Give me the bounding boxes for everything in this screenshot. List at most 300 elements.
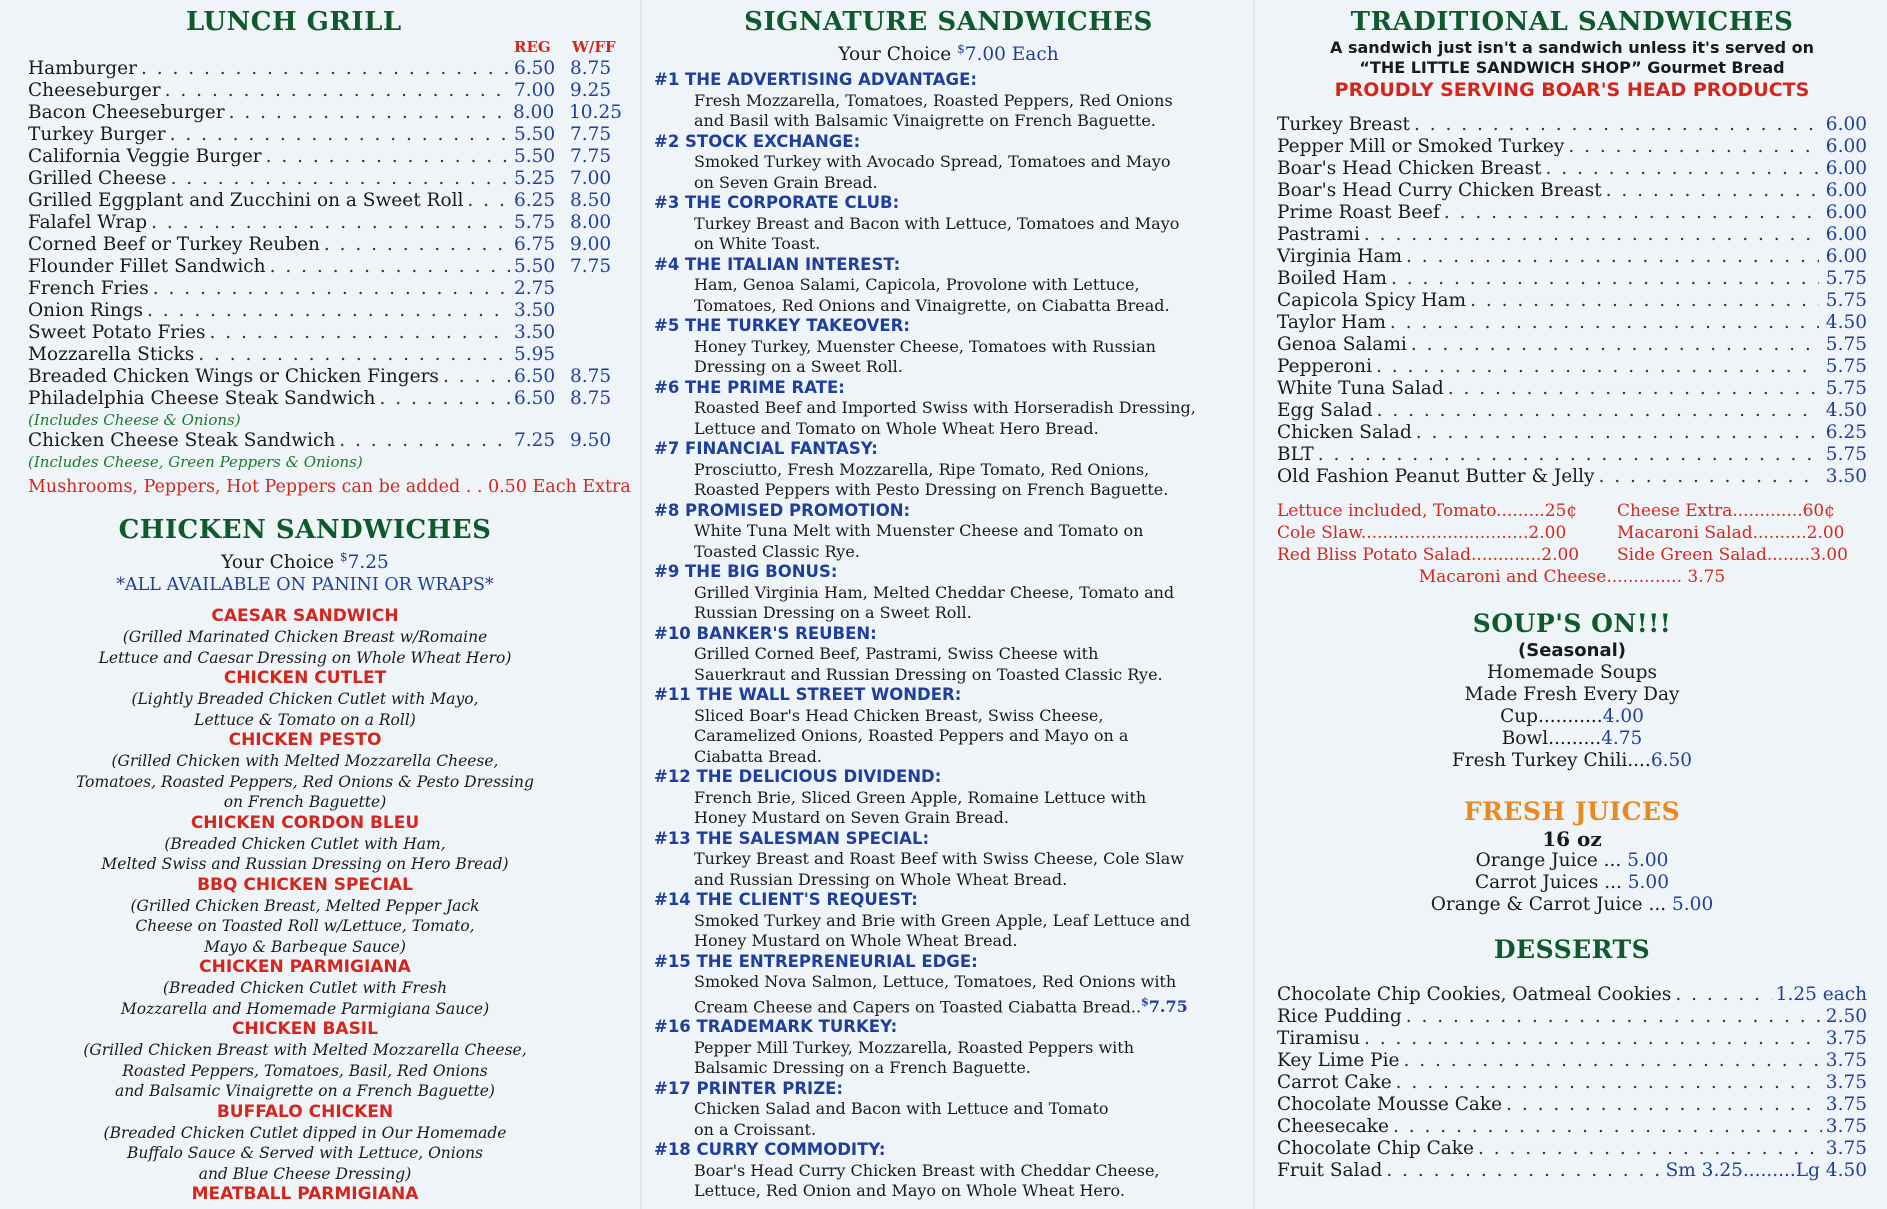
signature-sandwich-description-line	[654, 1161, 1243, 1182]
menu-item-row	[28, 344, 622, 366]
menu-item-row	[1277, 312, 1867, 334]
chicken-sandwich-description: and Blue Cheese Dressing)	[198, 1164, 412, 1183]
menu-item-row	[1277, 356, 1867, 378]
item-price: 5.75	[1825, 334, 1867, 355]
chicken-sandwich-name: MEATBALL PARMIGIANA	[191, 1184, 419, 1205]
leader-dots	[1416, 422, 1819, 444]
chili-price: 6.50	[1650, 750, 1693, 771]
chicken-sandwich-description: (Lightly Breaded Chicken Cutlet with Mayo,	[131, 690, 479, 709]
description-text: Dressing on a Sweet Roll.	[694, 357, 903, 377]
signature-sandwich-description-line	[654, 1181, 1243, 1202]
item-price: 5.75	[1825, 378, 1867, 399]
leader-dots	[379, 388, 510, 410]
juice-item	[1277, 894, 1867, 916]
menu-item-row	[28, 58, 622, 80]
description-text: White Tuna Melt with Muenster Cheese and Tomato on	[694, 521, 1144, 541]
traditional-sandwich-list	[1277, 114, 1867, 488]
lunch-grill-title: LUNCH GRILL	[186, 7, 402, 37]
description-text: Sliced Boar's Head Chicken Breast, Swiss Cheese,	[694, 705, 1104, 725]
signature-sandwich-name: #4 THE ITALIAN INTEREST:	[654, 254, 901, 274]
dessert-row	[1277, 1050, 1867, 1072]
item-name: Chocolate Chip Cookies, Oatmeal Cookies	[1277, 984, 1672, 1005]
item-price: 5.75	[1825, 290, 1867, 311]
signature-sandwich	[654, 316, 1243, 378]
chicken-sandwich-name: CHICKEN BASIL	[232, 1019, 378, 1040]
left-panel	[0, 0, 640, 1209]
signature-sandwich-name: #15 THE ENTREPRENEURIAL EDGE:	[654, 951, 978, 971]
item-name: BLT	[1277, 444, 1314, 465]
menu-item-row	[1277, 224, 1867, 246]
item-name: Pastrami	[1277, 224, 1360, 245]
signature-sandwich-description-line	[654, 603, 1243, 624]
signature-sandwich	[654, 501, 1243, 563]
wff-price: 7.75	[570, 124, 612, 145]
juice-item	[1277, 872, 1867, 894]
item-name: Capicola Spicy Ham	[1277, 290, 1467, 311]
chicken-sandwich-name: CHICKEN CORDON BLEU	[190, 812, 420, 833]
reg-price: 7.00	[514, 80, 556, 101]
signature-sandwich-description-line	[654, 1058, 1243, 1079]
signature-sandwich-description-line	[654, 214, 1243, 235]
description-text: Balsamic Dressing on a French Baguette.	[694, 1058, 1031, 1078]
wff-price: 9.50	[570, 430, 612, 451]
leader-dots	[229, 102, 509, 124]
menu-item-row	[28, 256, 622, 278]
signature-sandwich-description-line	[654, 726, 1243, 747]
signature-sandwich	[654, 193, 1243, 255]
item-name: Turkey Breast	[1277, 114, 1410, 135]
wff-price: 7.75	[570, 256, 612, 277]
item-name: Chicken Cheese Steak Sandwich	[28, 430, 336, 451]
wff-price: 8.75	[570, 366, 612, 387]
wff-price: 10.25	[569, 102, 622, 123]
item-name: Pepperoni	[1277, 356, 1373, 377]
menu-item-row	[28, 80, 622, 102]
item-name: Chocolate Chip Cake	[1277, 1138, 1474, 1159]
traditional-subtitle-line-2: “THE LITTLE SANDWICH SHOP” Gourmet Bread	[1359, 58, 1785, 77]
turkey-chili	[1277, 750, 1867, 772]
dessert-row	[1277, 1006, 1867, 1028]
menu-item-row	[1277, 202, 1867, 224]
side-item: Macaroni Salad..........2.00	[1617, 523, 1845, 543]
signature-sandwich-description-line	[654, 849, 1243, 870]
reg-price: 5.25	[514, 168, 556, 189]
soup-line-homemade: Homemade Soups	[1486, 662, 1658, 683]
signature-sandwich-name: #7 FINANCIAL FANTASY:	[654, 439, 878, 459]
item-price: 3.75	[1825, 1094, 1867, 1115]
signature-sandwich-name: #11 THE WALL STREET WONDER:	[654, 685, 962, 705]
menu-item-row	[1277, 444, 1867, 466]
chicken-sandwich-description: Roasted Peppers, Tomatoes, Basil, Red Onions	[122, 1061, 488, 1080]
chicken-sandwich-description: Mozzarella and Homemade Parmigiana Sauce)	[120, 999, 490, 1018]
chicken-sandwich-description: (Breaded Chicken Cutlet dipped in Our Homemade	[103, 1123, 507, 1142]
sides-section	[1277, 500, 1867, 588]
chicken-sandwich-description: (Grilled Marinated Chicken Breast w/Romaine	[122, 628, 488, 647]
leader-dots	[324, 234, 510, 256]
soup-cup	[1277, 706, 1867, 728]
item-price: 6.00	[1825, 158, 1867, 179]
item-name: Boar's Head Curry Chicken Breast	[1277, 180, 1602, 201]
item-name: Genoa Salami	[1277, 334, 1407, 355]
menu-item-row	[28, 234, 622, 256]
menu-item-row	[28, 212, 622, 234]
signature-sandwich-description-line	[654, 1120, 1243, 1141]
item-name: Egg Salad	[1277, 400, 1373, 421]
signature-sandwich	[654, 1140, 1243, 1202]
chicken-sandwich-description: Tomatoes, Roasted Peppers, Red Onions & Pesto Dressing	[76, 772, 534, 791]
signature-sandwich-description-line	[654, 993, 1243, 1018]
item-name: Sweet Potato Fries	[28, 322, 206, 343]
signature-sandwich-description-line	[654, 419, 1243, 440]
item-price: 1.25 each	[1775, 984, 1867, 1005]
description-text: Roasted Peppers with Pesto Dressing on French Baguette.	[694, 480, 1169, 500]
item-name: Boiled Ham	[1277, 268, 1387, 289]
signature-sandwich-name: #9 THE BIG BONUS:	[654, 562, 838, 582]
item-price: 5.75	[1825, 356, 1867, 377]
description-text: Honey Turkey, Muenster Cheese, Tomatoes with Russian	[694, 336, 1156, 356]
description-text: Boar's Head Curry Chicken Breast with Cheddar Cheese,	[694, 1160, 1160, 1180]
menu-item-row	[1277, 466, 1867, 488]
leader-dots	[1391, 268, 1819, 290]
description-text: Toasted Classic Rye.	[694, 541, 860, 561]
item-name: French Fries	[28, 278, 149, 299]
price-value: 7.75	[1148, 996, 1188, 1016]
item-name: Breaded Chicken Wings or Chicken Fingers	[28, 366, 439, 387]
menu-item-row	[28, 190, 622, 212]
signature-sandwich	[654, 70, 1243, 132]
item-price: 3.75	[1825, 1050, 1867, 1071]
description-text: on a Croissant.	[694, 1119, 817, 1139]
item-name: Flounder Fillet Sandwich	[28, 256, 266, 277]
description-text: Ham, Genoa Salami, Capicola, Provolone with Lettuce,	[694, 275, 1140, 295]
signature-sandwich-name: #5 THE TURKEY TAKEOVER:	[654, 316, 910, 336]
item-price: 6.00	[1825, 202, 1867, 223]
signature-sandwich	[654, 767, 1243, 829]
dessert-row	[1277, 1094, 1867, 1116]
wff-price: 8.75	[570, 388, 612, 409]
signature-sandwich-description-line	[654, 706, 1243, 727]
signature-sandwich	[654, 439, 1243, 501]
chicken-choice-line	[28, 546, 622, 574]
chicken-sandwich-description: (Breaded Chicken Cutlet with Fresh	[162, 979, 448, 998]
signature-sandwich-description-line	[654, 111, 1243, 132]
chicken-sandwich-name: CHICKEN PESTO	[228, 730, 382, 751]
leader-dots	[153, 278, 510, 300]
menu-item-row	[1277, 400, 1867, 422]
menu-item-row	[28, 102, 622, 124]
soup-bowl	[1277, 728, 1867, 750]
item-name: Hamburger	[28, 58, 137, 79]
menu-item-row	[1277, 290, 1867, 312]
soup-seasonal: (Seasonal)	[1518, 640, 1626, 661]
menu-item-row	[1277, 180, 1867, 202]
signature-sandwich-description-line	[654, 152, 1243, 173]
item-name: Grilled Eggplant and Zucchini on a Sweet Roll	[28, 190, 464, 211]
item-name: Cheesecake	[1277, 1116, 1389, 1137]
chicken-sandwich-name: CAESAR SANDWICH	[211, 606, 399, 627]
leader-dots	[1364, 1028, 1822, 1050]
description-text: on White Toast.	[694, 234, 821, 254]
reg-price: 6.50	[514, 366, 556, 387]
chicken-sandwiches-title: CHICKEN SANDWICHES	[118, 515, 492, 545]
description-text: Sauerkraut and Russian Dressing on Toasted Classic Rye.	[694, 664, 1163, 684]
wff-price: 9.00	[570, 234, 612, 255]
menu-item-row	[1277, 268, 1867, 290]
traditional-subtitle-line-1: A sandwich just isn't a sandwich unless it's served on	[1329, 38, 1814, 57]
signature-sandwich	[654, 685, 1243, 767]
leader-dots	[1376, 356, 1819, 378]
signature-sandwich-name: #16 TRADEMARK TURKEY:	[654, 1017, 898, 1037]
item-price: 6.00	[1825, 224, 1867, 245]
chicken-steak-note: (Includes Cheese, Green Peppers & Onions)	[28, 453, 363, 471]
chicken-sandwich-name: CHICKEN PARMIGIANA	[199, 957, 411, 978]
signature-sandwich-description-line	[654, 173, 1243, 194]
currency-symbol: $	[339, 550, 348, 564]
signature-sandwich	[654, 1079, 1243, 1141]
signature-sandwich	[654, 562, 1243, 624]
description-text: Cream Cheese and Capers on Toasted Ciabatta Bread..	[694, 996, 1142, 1016]
traditional-sandwiches-title: TRADITIONAL SANDWICHES	[1350, 7, 1794, 37]
leader-dots	[1386, 1160, 1661, 1182]
leader-dots	[1444, 202, 1819, 224]
leader-dots	[147, 300, 510, 322]
signature-sandwich-description-line	[654, 665, 1243, 686]
item-price: 4.50	[1825, 400, 1867, 421]
reg-price: 5.50	[514, 146, 556, 167]
description-text: Lettuce, Red Onion and Mayo on Whole Wheat Hero.	[694, 1181, 1125, 1201]
signature-sandwich	[654, 132, 1243, 194]
dessert-row	[1277, 984, 1867, 1006]
item-price: 6.00	[1825, 136, 1867, 157]
description-text: Honey Mustard on Whole Wheat Bread.	[694, 931, 1018, 951]
lunch-grill-list	[28, 58, 622, 410]
signature-sandwich	[654, 890, 1243, 952]
item-name: Philadelphia Cheese Steak Sandwich	[28, 388, 376, 409]
wff-price: 9.25	[570, 80, 612, 101]
signature-sandwich-description-line	[654, 1038, 1243, 1059]
reg-price: 7.25	[514, 430, 556, 451]
juice-price: 5.00	[1627, 872, 1669, 893]
item-name: Chicken Salad	[1277, 422, 1412, 443]
signature-sandwich-price	[1141, 997, 1188, 1016]
signature-sandwich-name: #8 PROMISED PROMOTION:	[654, 500, 911, 520]
wff-price: 8.75	[570, 58, 612, 79]
leader-dots	[270, 256, 510, 278]
reg-price: 5.95	[514, 344, 556, 365]
description-text: Grilled Corned Beef, Pastrami, Swiss Cheese with	[694, 644, 1099, 664]
item-price: 6.00	[1825, 246, 1867, 267]
dessert-row	[1277, 1028, 1867, 1050]
soup-line-fresh: Made Fresh Every Day	[1464, 684, 1680, 705]
leader-dots	[1364, 224, 1819, 246]
extra-toppings-note: Mushrooms, Peppers, Hot Peppers can be added . . 0.50 Each Extra	[28, 477, 631, 497]
leader-dots	[170, 168, 510, 190]
cup-price: 4.00	[1602, 706, 1644, 727]
wff-price: 8.00	[570, 212, 612, 233]
item-name: Onion Rings	[28, 300, 144, 321]
lunch-grill-column-headers	[28, 38, 622, 58]
reg-price: 5.75	[514, 212, 556, 233]
item-name: Rice Pudding	[1277, 1006, 1402, 1027]
signature-sandwich-list	[654, 70, 1243, 1202]
item-name: Falafel Wrap	[28, 212, 148, 233]
leader-dots	[1396, 1072, 1822, 1094]
leader-dots	[1318, 444, 1819, 466]
signature-sandwich-description-line	[654, 972, 1243, 993]
chili-label: Fresh Turkey Chili....	[1451, 750, 1651, 771]
description-text: Chicken Salad and Bacon with Lettuce and Tomato	[694, 1099, 1109, 1119]
item-name: California Veggie Burger	[28, 146, 262, 167]
signature-sandwich-name: #3 THE CORPORATE CLUB:	[654, 193, 900, 213]
dessert-row	[1277, 1160, 1867, 1182]
item-name: Pepper Mill or Smoked Turkey	[1277, 136, 1565, 157]
leader-dots	[1606, 180, 1819, 202]
signature-sandwich-description-line	[654, 275, 1243, 296]
signature-sandwich-name: #1 THE ADVERTISING ADVANTAGE:	[654, 70, 977, 90]
signature-sandwich-name: #6 THE PRIME RATE:	[654, 377, 845, 397]
signature-sandwich	[654, 1017, 1243, 1079]
fresh-juices-title: FRESH JUICES	[1463, 797, 1681, 826]
currency-symbol: $	[957, 42, 965, 56]
item-price: 2.50	[1825, 1006, 1867, 1027]
juice-item	[1277, 850, 1867, 872]
reg-price: 3.50	[514, 300, 556, 321]
chicken-sandwich-description: on French Baguette)	[223, 793, 387, 812]
juice-label: Carrot Juices ...	[1475, 872, 1628, 893]
juice-price: 5.00	[1672, 894, 1714, 915]
menu-item-row	[28, 300, 622, 322]
side-item: Cheese Extra.............60¢	[1617, 501, 1836, 521]
dessert-list	[1277, 984, 1867, 1182]
item-name: Tiramisu	[1277, 1028, 1360, 1049]
dessert-row	[1277, 1072, 1867, 1094]
signature-sandwich-description-line	[654, 931, 1243, 952]
signature-sandwich-description-line	[654, 911, 1243, 932]
bowl-price: 4.75	[1601, 728, 1643, 749]
item-name: Virginia Ham	[1277, 246, 1403, 267]
leader-dots	[1414, 114, 1819, 136]
chicken-sandwich-name: CHICKEN CUTLET	[223, 668, 387, 689]
sides-grid	[1277, 500, 1867, 566]
reg-price: 6.25	[514, 190, 556, 211]
item-name: Bacon Cheeseburger	[28, 102, 225, 123]
leader-dots	[1390, 312, 1819, 334]
cup-label: Cup...........	[1500, 706, 1603, 727]
description-text: Honey Mustard on Seven Grain Bread.	[694, 808, 1009, 828]
chicken-sandwich-description: Lettuce and Caesar Dressing on Whole Wheat Hero)	[98, 648, 512, 667]
leader-dots	[141, 58, 510, 80]
chicken-sandwich-description: (Breaded Chicken Cutlet with Ham,	[164, 834, 446, 853]
chicken-sandwich-description: (Grilled Chicken Breast, Melted Pepper Jack	[130, 896, 480, 915]
leader-dots	[198, 344, 510, 366]
menu-item-row	[28, 388, 622, 410]
right-panel	[1255, 0, 1887, 1209]
wff-price: 7.00	[570, 168, 612, 189]
chicken-sandwich-description: Cheese on Toasted Roll w/Lettuce, Tomato,	[135, 917, 475, 936]
leader-dots	[1393, 1116, 1822, 1138]
item-price: 3.75	[1825, 1138, 1867, 1159]
item-name: Corned Beef or Turkey Reuben	[28, 234, 320, 255]
description-text: Prosciutto, Fresh Mozzarella, Ripe Tomato, Red Onions,	[694, 459, 1150, 479]
signature-sandwiches-title: SIGNATURE SANDWICHES	[744, 7, 1153, 37]
wff-price: 7.75	[570, 146, 612, 167]
item-name: White Tuna Salad	[1277, 378, 1444, 399]
signature-sandwich-description-line	[654, 234, 1243, 255]
signature-sandwich-name: #18 CURRY COMMODITY:	[654, 1140, 886, 1160]
currency-symbol: $	[1141, 995, 1149, 1009]
description-text: Smoked Nova Salmon, Lettuce, Tomatoes, Red Onions with	[694, 972, 1177, 992]
chicken-sandwich-list	[28, 606, 622, 1205]
leader-dots	[339, 430, 510, 452]
side-item: Cole Slaw...............................2.00	[1277, 523, 1567, 543]
signature-sandwich-description-line	[654, 480, 1243, 501]
menu-item-row	[1277, 378, 1867, 400]
item-price: 6.25	[1825, 422, 1867, 443]
juice-price: 5.00	[1627, 850, 1669, 871]
item-name: Prime Roast Beef	[1277, 202, 1440, 223]
reg-price: 8.00	[513, 102, 555, 123]
menu-item-row	[28, 366, 622, 388]
leader-dots	[1470, 290, 1819, 312]
reg-price: 3.50	[514, 322, 556, 343]
leader-dots	[210, 322, 510, 344]
signature-sandwich-description-line	[654, 542, 1243, 563]
mac-and-cheese: Macaroni and Cheese.............. 3.75	[1418, 567, 1726, 587]
description-text: Tomatoes, Red Onions and Vinaigrette, on Ciabatta Bread.	[694, 295, 1170, 315]
middle-panel	[640, 0, 1255, 1209]
side-item: Lettuce included, Tomato.........25¢	[1277, 501, 1578, 521]
description-text: on Seven Grain Bread.	[694, 172, 878, 192]
signature-sandwich	[654, 952, 1243, 1018]
desserts-title: DESSERTS	[1493, 935, 1651, 964]
description-text: Grilled Virginia Ham, Melted Cheddar Cheese, Tomato and	[694, 582, 1175, 602]
signature-choice-line	[654, 38, 1243, 66]
description-text: Ciabatta Bread.	[694, 746, 822, 766]
leader-dots	[1406, 246, 1819, 268]
item-price: 5.75	[1825, 268, 1867, 289]
item-price: 4.50	[1825, 312, 1867, 333]
item-name: Grilled Cheese	[28, 168, 167, 189]
item-price: 3.75	[1825, 1028, 1867, 1049]
item-name: Boar's Head Chicken Breast	[1277, 158, 1542, 179]
description-text: Lettuce and Tomato on Whole Wheat Hero Bread.	[694, 418, 1099, 438]
description-text: Turkey Breast and Roast Beef with Swiss Cheese, Cole Slaw	[694, 849, 1184, 869]
reg-price: 6.75	[514, 234, 556, 255]
leader-dots	[1506, 1094, 1822, 1116]
description-text: Smoked Turkey and Brie with Green Apple, Leaf Lettuce and	[694, 910, 1191, 930]
menu-item-row	[28, 322, 622, 344]
signature-sandwich-description-line	[654, 460, 1243, 481]
leader-dots	[165, 80, 510, 102]
signature-sandwich	[654, 624, 1243, 686]
signature-sandwich-description-line	[654, 337, 1243, 358]
menu-item-row	[1277, 114, 1867, 136]
item-price: 3.50	[1825, 466, 1867, 487]
leader-dots	[1448, 378, 1819, 400]
menu-item-row	[28, 430, 622, 452]
choice-text: Your Choice	[221, 552, 335, 574]
leader-dots	[1377, 400, 1819, 422]
chicken-sandwich-description: Lettuce & Tomato on a Roll)	[194, 710, 416, 729]
item-price: 6.00	[1825, 114, 1867, 135]
signature-sandwich-description-line	[654, 91, 1243, 112]
description-text: Pepper Mill Turkey, Mozzarella, Roasted Peppers with	[694, 1037, 1134, 1057]
dessert-row	[1277, 1116, 1867, 1138]
menu-item-row	[28, 278, 622, 300]
reg-price: 6.50	[514, 58, 556, 79]
signature-sandwich-name: #12 THE DELICIOUS DIVIDEND:	[654, 767, 942, 787]
boars-head-banner: PROUDLY SERVING BOAR'S HEAD PRODUCTS	[1334, 79, 1810, 101]
